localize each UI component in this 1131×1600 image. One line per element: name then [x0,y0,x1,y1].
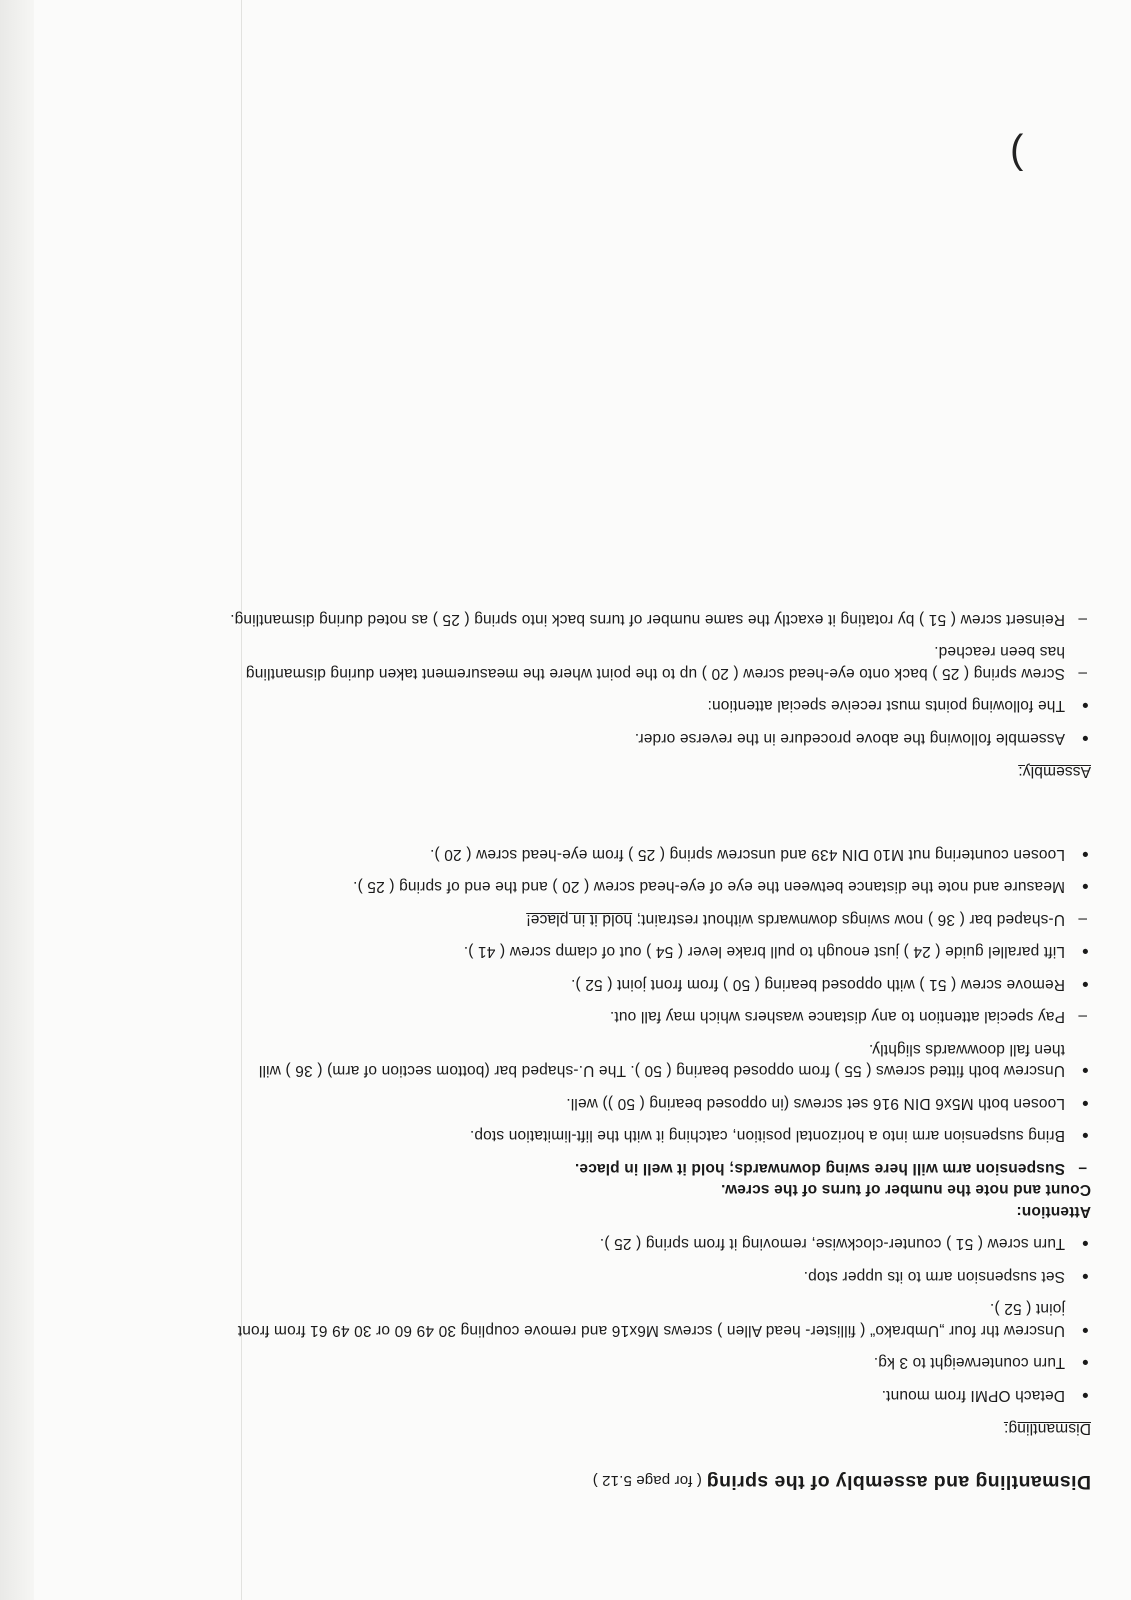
list-item: ● Loosen both M5x6 DIN 916 set screws (in opposed bearing ( 50 )) well. [229,1093,1091,1115]
document-title: Dismantling and assembly of the spring [706,1471,1091,1493]
dismantling-heading: Dismantling: [1003,1420,1091,1438]
list-item: ● Unscrew thr four „Umbrako“ ( fillister- head Allen ) screws M6x16 and remove coupling 30 49 60 or 30 49 61 from front joint ( 52 ). [229,1298,1091,1341]
dash-note [229,909,1091,931]
list-item: ● Measure and note the distance between the eye of eye-head screw ( 20 ) and the end of spring ( 25 ). [229,876,1091,898]
list-item: ● Detach OPMI from mount. [229,1385,1091,1407]
scanner-edge [0,0,34,1600]
attention-line: – Suspension arm will here swing downwards; hold it well in place. [229,1158,1091,1180]
dismantling-section [229,844,1091,1440]
punch-hole-mark: ) [1010,133,1024,177]
dash-note: – Screw spring ( 25 ) back onto eye-head screw ( 20 ) up to the point where the measurement taken during dismantling has been reached. [229,641,1091,684]
list-item: ● Assemble following the above procedure in the reverse order. [229,728,1091,750]
list-item: ● The following points must receive special attention: [229,695,1091,717]
list-item: ● Turn counterweight to 3 kg. [229,1352,1091,1374]
dash-note-underlined: hold it in place! [526,911,633,928]
section-gap [229,783,1091,833]
list-item: ● Lift parallel guide ( 24 ) just enough to pull brake lever ( 54 ) out of clamp screw ( 41 ). [229,941,1091,963]
title-row [229,1470,1091,1493]
attention-label: Attention: [1016,1203,1091,1220]
dash-note: – Reinsert screw ( 51 ) by rotating it exactly the same number of turns back into spring ( 25 ) as noted during dismantling. [229,609,1091,631]
dash-note-text: U-shaped bar ( 36 ) now swings downwards without restraint; [632,911,1065,928]
attention-block [229,1158,1091,1223]
assembly-section [229,609,1091,783]
dash-note: – Pay special attention to any distance washers which may fall out. [229,1006,1091,1028]
list-item: ● Unscrew both fitted screws ( 55 ) from opposed bearing ( 50 ). The U.-shaped bar (bottom section of arm) ( 36 ) will then fall doowwards slightly. [229,1039,1091,1082]
list-item: ● Loosen countering nut M10 DIN 439 and unscrew spring ( 25 ) from eye-head screw ( 20 ). [229,844,1091,866]
list-item: ● Turn screw ( 51 ) counter-clockwise, removing it from spring ( 25 ). [229,1233,1091,1255]
list-item: ● Remove screw ( 51 ) with opposed bearing ( 50 ) from front joint ( 52 ). [229,974,1091,996]
list-item: ● Bring suspension arm into a horizontal position, catching it with the lift-limitation stop. [229,1125,1091,1147]
assembly-heading: Assembly: [1018,763,1091,781]
attention-line: Count and note the number of turns of the screw. [720,1181,1091,1199]
document-body [229,598,1091,1493]
list-item: ● Set suspension arm to its upper stop. [229,1266,1091,1288]
title-note: ( for page 5.12 ) [592,1472,702,1489]
